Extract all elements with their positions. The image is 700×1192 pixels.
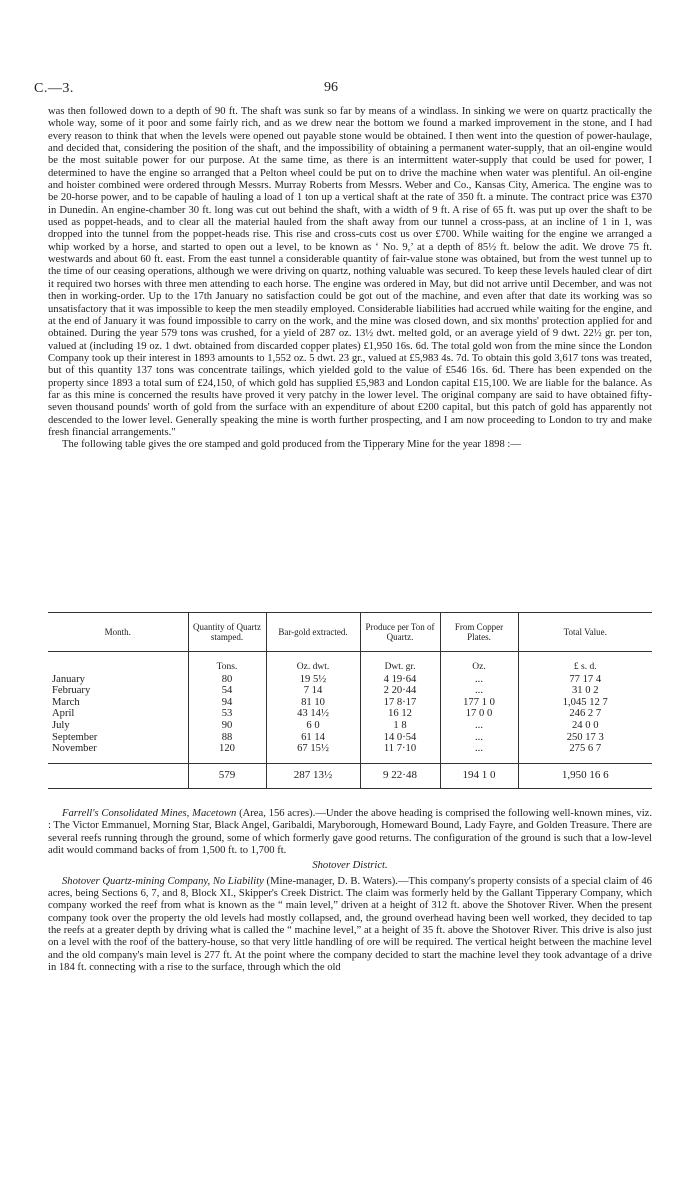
table-row <box>48 732 652 744</box>
value-cell: 246 2 7 <box>518 708 652 720</box>
total-value: 1,950 16 6 <box>518 763 652 788</box>
table-row <box>48 685 652 697</box>
copper-cell: ... <box>440 720 518 732</box>
tons-cell: 80 <box>188 674 266 686</box>
ore-production-table <box>48 612 652 789</box>
tons-cell: 94 <box>188 697 266 709</box>
farrell-text: (Area, 156 acres).—Under the above heading is comprised the following well-known mines, viz. : The Victor Emmanuel, Morning Star, Black Angel, Garibaldi, Maryborough, Homeward Bound, Lady Fayre, and Golden Treasure. There are several reefs running through the ground, some of which formerly gave good returns. The configuration of the ground is such that a low-level adit would command backs of from 1,500 ft. to 1,700 ft. <box>48 808 652 857</box>
copper-cell: 17 0 0 <box>440 708 518 720</box>
unit-cell: Dwt. gr. <box>360 652 440 674</box>
produce-cell: 16 12 <box>360 708 440 720</box>
shotover-title: Shotover Quartz-mining Company, No Liability <box>62 875 264 887</box>
document-reference: C.—3. <box>34 81 74 96</box>
table-row <box>48 743 652 763</box>
table-intro: The following table gives the ore stamped and gold produced from the Tipperary Mine for the year 1898 :— <box>62 439 521 451</box>
unit-cell: Tons. <box>188 652 266 674</box>
total-produce: 9 22·48 <box>360 763 440 788</box>
value-cell: 1,045 12 7 <box>518 697 652 709</box>
value-cell: 275 6 7 <box>518 743 652 763</box>
bar-gold-cell: 67 15½ <box>266 743 360 763</box>
month-cell: January <box>52 673 85 685</box>
copper-cell: ... <box>440 732 518 744</box>
total-bar-gold: 287 13½ <box>266 763 360 788</box>
col-header-produce: Produce per Ton of Quartz. <box>360 613 440 652</box>
shotover-text: (Mine-manager, D. B. Waters).—This company's property consists of a special claim of 46 acres, being Sections 6, 7, and 8, Block XI., Skipper's Creek District. The claim was formerly held by the Gallant Tipperary Company, which company worked the reef from what is known as the “ main level,” driven at a height of 312 ft. above the Shotover River. When the present company took over the property the old levels had mostly collapsed, and, the ground overhead having been well worked, they decided to tap the reefs at a greater depth by driving what is called the “ machine level,” at a height of 35 ft. above the Shotover River. This drive is also just on a level with the roof of the battery-house, so that very little handling of ore will be required. The vertical height between the machine level and the old company's main level is 277 ft. At the point where the company decided to start the machine level they took advantage of a drive in 184 ft. connecting with a rise to the surface, through which the old <box>48 875 652 974</box>
tons-cell: 120 <box>188 743 266 763</box>
body-text <box>48 106 652 452</box>
tons-cell: 54 <box>188 685 266 697</box>
col-header-quantity: Quantity of Quartz stamped. <box>188 613 266 652</box>
unit-cell: Oz. dwt. <box>266 652 360 674</box>
tons-cell: 88 <box>188 732 266 744</box>
month-cell: July <box>52 719 70 731</box>
produce-cell: 2 20·44 <box>360 685 440 697</box>
farrell-paragraph <box>48 808 652 857</box>
produce-cell: 4 19·64 <box>360 674 440 686</box>
table-row <box>48 674 652 686</box>
produce-cell: 11 7·10 <box>360 743 440 763</box>
copper-cell: 177 1 0 <box>440 697 518 709</box>
totals-row <box>48 763 652 788</box>
totals-label-cell <box>48 763 188 788</box>
farrell-title: Farrell's Consolidated Mines, Macetown <box>62 808 237 819</box>
table-row <box>48 697 652 709</box>
district-heading: Shotover District. <box>312 860 388 872</box>
page-number: 96 <box>324 80 338 95</box>
month-cell: September <box>52 731 98 743</box>
value-cell: 24 0 0 <box>518 720 652 732</box>
unit-cell: Oz. <box>440 652 518 674</box>
bar-gold-cell: 7 14 <box>266 685 360 697</box>
bar-gold-cell: 81 10 <box>266 697 360 709</box>
total-tons: 579 <box>188 763 266 788</box>
col-header-month: Month. <box>48 613 188 652</box>
produce-cell: 17 8·17 <box>360 697 440 709</box>
col-header-bar-gold: Bar-gold extracted. <box>266 613 360 652</box>
col-header-total-value: Total Value. <box>518 613 652 652</box>
intro-paragraph: was then followed down to a depth of 90 ft. The shaft was sunk so far by means of a windlass. In sinking we were on quartz practically the whole way, some of it poor and some fairly rich, and as we drew near the bottom we found a marked improvement in the stone, and I had every reason to think that when the levels were opened out payable stone would be obtained. I then went into the question of power-haulage, and decided that, considering the position of the shaft, and the impossibility of obtaining a permanent water-supply, that an oil-engine would be the most suitable power for our purpose. At the same time, as there is an intermittent water-supply that could be used for power, I determined to have the engine so arranged that a Pelton wheel could be put on to drive the machine when water was plentiful. An oil-engine and hoister combined were ordered through Messrs. Murray Roberts from Messrs. Weber and Co., Kansas City, America. The engine was to be 20-horse power, and to be capable of hauling a load of 1 ton up a vertical shaft at the rate of 350 ft. a minute. The contract price was £370 in Dunedin. An engine-chamber 30 ft. long was cut out behind the shaft, with a width of 9 ft. A rise of 65 ft. was put up over the shaft to be used as poppet-heads, and to clear all the material hauled from the shaft away from our tunnel a cross-pass, at an incline of 1 in 1, was dropped into the tunnel from the poppet-heads rise. This rise and cross-cuts cost us over £700. While waiting for the engine we arranged a whip worked by a horse, and started to open out a level, to be known as ‘ No. 9,’ at a depth of 85½ ft. below the adit. We drove 75 ft. westwards and about 60 ft. east. From the east tunnel a considerable quantity of fair-value stone was obtained, but from the west tunnel up to the time of our ceasing operations, although we were driving on quartz, nothing valuable was secured. To keep these levels hauled clear of dirt it required two horses with three men attending to each horse. The engine was ordered in May, but did not arrive until December, and was not then in working-order. Up to the 17th January no satisfaction could be got out of the machine, and even after that date its working was so unsatisfactory that it was impossible to keep the men steadily employed. Considerable liabilities had accrued while waiting for the engine, and at the end of January it was found impossible to carry on the work, and the mine was closed down, and six months' protection applied for and obtained. During the year 579 tons was crushed, for a yield of 287 oz. 13½ dwt. melted gold, or an average yield of 9 dwt. 22½ gr. per ton, valued at (including 19 oz. 1 dwt. obtained from discarded copper plates) £1,950 16s. 6d. The total gold won from the mine since the London Company took up their interest in 1893 amounts to 1,552 oz. 5 dwt. 23 gr., valued at £5,983 4s. 7d. To obtain this gold 3,617 tons was treated, but of this quantity 137 tons was concentrate tailings, which yielded gold to the value of £546 16s. 6d. There has been expended on the property since 1893 a total sum of £24,150, of which gold has supplied £5,983 and London capital £15,100. We are liable for the balance. As far as this mine is concerned the results have proved it very patchy in the lower level. The original company are said to have obtained fifty-seven thousand pounds' worth of gold from the surface with an expenditure of about £200 capital, but this patch of gold has apparently not descended to the lower level. Generally speaking the mine is worth further prospecting, and I am now proceeding to London to try and make fresh financial arrangements." <box>48 106 652 438</box>
month-cell: November <box>52 743 97 755</box>
bar-gold-cell: 61 14 <box>266 732 360 744</box>
unit-cell <box>48 652 188 674</box>
copper-cell: ... <box>440 674 518 686</box>
copper-cell: ... <box>440 743 518 763</box>
month-cell: April <box>52 708 75 720</box>
total-copper: 194 1 0 <box>440 763 518 788</box>
month-cell: March <box>52 696 80 708</box>
value-cell: 77 17 4 <box>518 674 652 686</box>
value-cell: 31 0 2 <box>518 685 652 697</box>
bar-gold-cell: 19 5½ <box>266 674 360 686</box>
bar-gold-cell: 6 0 <box>266 720 360 732</box>
produce-cell: 14 0·54 <box>360 732 440 744</box>
unit-cell: £ s. d. <box>518 652 652 674</box>
sections <box>48 808 652 974</box>
tons-cell: 53 <box>188 708 266 720</box>
value-cell: 250 17 3 <box>518 732 652 744</box>
bar-gold-cell: 43 14½ <box>266 708 360 720</box>
shotover-paragraph <box>48 876 652 975</box>
col-header-copper: From Copper Plates. <box>440 613 518 652</box>
month-cell: February <box>52 685 91 697</box>
table-row <box>48 720 652 732</box>
units-row <box>48 652 652 674</box>
table-row <box>48 708 652 720</box>
produce-cell: 1 8 <box>360 720 440 732</box>
tons-cell: 90 <box>188 720 266 732</box>
copper-cell: ... <box>440 685 518 697</box>
